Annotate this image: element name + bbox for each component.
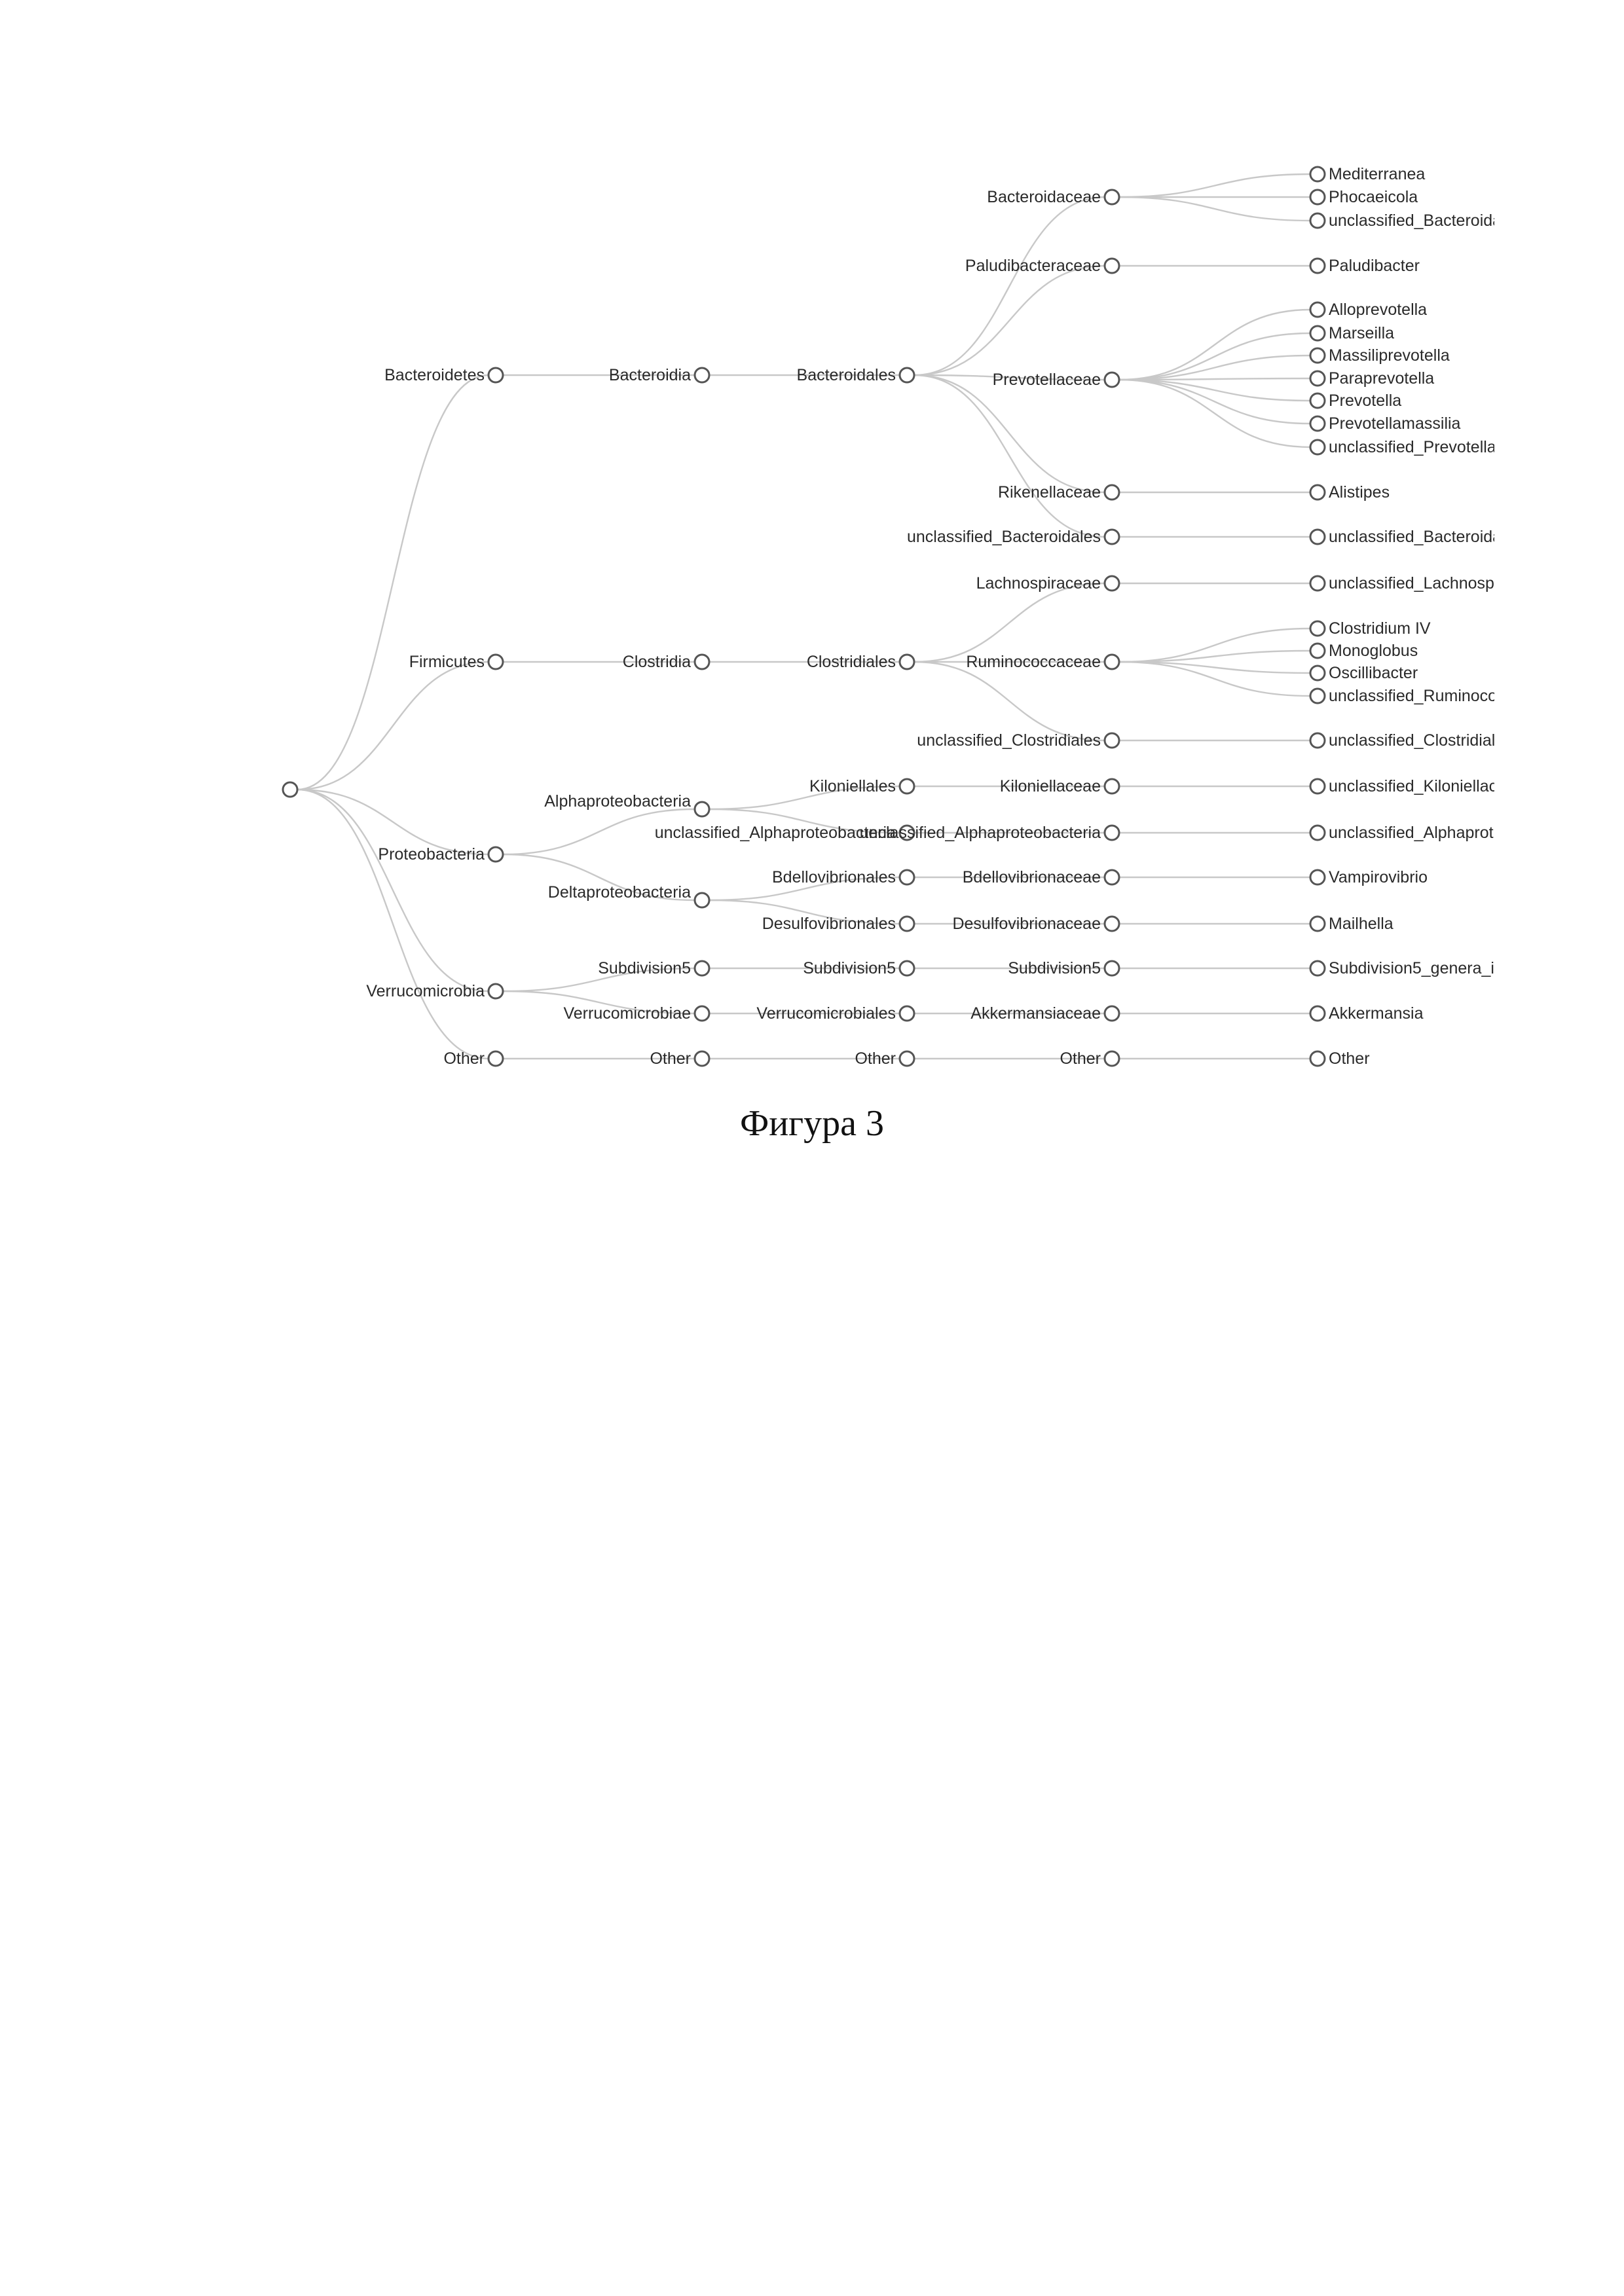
node-label-f_subdivision5: Subdivision5 (1008, 959, 1101, 977)
tree-node-g_unclassified_bacteroidaceae[interactable] (1310, 211, 1502, 230)
node-marker-c_deltaproteobacteria[interactable] (695, 893, 709, 907)
node-label-f_desulfovibrionaceae: Desulfovibrionaceae (952, 915, 1101, 933)
tree-link-f_lachnospiraceae (914, 583, 1105, 662)
tree-node-g_paludibacter[interactable] (1310, 257, 1420, 275)
tree-node-g_mailhella[interactable] (1310, 915, 1393, 933)
tree-link-p_other (297, 790, 489, 1059)
node-label-f_unclassified_alphaproteobacteria: unclassified_Alphaproteobacteria (860, 824, 1101, 842)
node-label-o_bacteroidales: Bacteroidales (797, 366, 896, 384)
node-marker-g_mediterranea[interactable] (1310, 167, 1325, 181)
node-marker-p_firmicutes[interactable] (489, 655, 503, 669)
node-marker-f_bacteroidaceae[interactable] (1105, 190, 1119, 204)
node-marker-p_proteobacteria[interactable] (489, 847, 503, 862)
node-marker-f_bdellovibrionaceae[interactable] (1105, 870, 1119, 884)
tree-node-p_firmicutes[interactable] (409, 653, 503, 671)
node-label-f_bdellovibrionaceae: Bdellovibrionaceae (963, 868, 1101, 886)
node-label-g_alloprevotella: Alloprevotella (1329, 301, 1427, 319)
node-marker-c_verrucomicrobiae[interactable] (695, 1006, 709, 1021)
tree-node-g_mediterranea[interactable] (1310, 165, 1425, 183)
node-label-g_prevotellamassilia: Prevotellamassilia (1329, 414, 1461, 433)
node-marker-g_akkermansia[interactable] (1310, 1006, 1325, 1021)
node-marker-g_unclassified_ruminococcaceae[interactable] (1310, 689, 1325, 703)
tree-link-f_paludibacteraceae (914, 266, 1105, 375)
node-marker-g_paludibacter[interactable] (1310, 259, 1325, 273)
tree-nodes (283, 165, 1502, 1068)
tree-node-g_unclassified_clostridiales[interactable] (1310, 731, 1495, 750)
tree-link-f_rikenellaceae (914, 375, 1105, 492)
node-label-g_prevotella: Prevotella (1329, 392, 1401, 410)
tree-node-p_proteobacteria[interactable] (378, 845, 503, 864)
node-marker-f_lachnospiraceae[interactable] (1105, 576, 1119, 591)
node-marker-f_unclassified_bacteroidales[interactable] (1105, 530, 1119, 544)
node-label-f_kiloniellaceae: Kiloniellaceae (1000, 777, 1101, 795)
node-label-o_verrucomicrobiales: Verrucomicrobiales (756, 1004, 896, 1023)
tree-link-p_firmicutes (297, 662, 489, 790)
tree-node-f_unclassified_clostridiales[interactable] (917, 731, 1119, 750)
node-label-p_bacteroidetes: Bacteroidetes (384, 366, 485, 384)
node-label-c_bacteroidia: Bacteroidia (609, 366, 691, 384)
tree-link-f_bacteroidaceae (914, 197, 1105, 375)
node-marker-f_desulfovibrionaceae[interactable] (1105, 917, 1119, 931)
node-marker-c_subdivision5[interactable] (695, 961, 709, 975)
node-label-g_massiliprevotella: Massiliprevotella (1329, 346, 1450, 365)
tree-node-g_unclassified_lachnospiraceae[interactable] (1310, 574, 1494, 592)
tree-node-p_other[interactable] (443, 1049, 503, 1068)
node-label-c_clostridia: Clostridia (623, 653, 691, 671)
node-marker-g_unclassified_bacteroidales[interactable] (1310, 530, 1325, 544)
tree-node-g_oscillibacter[interactable] (1310, 664, 1418, 682)
node-label-g_unclassified_bacteroidaceae: unclassified_Bacteroida (1329, 211, 1502, 230)
node-label-o_clostridiales: Clostridiales (807, 653, 896, 671)
node-marker-o_verrucomicrobiales[interactable] (900, 1006, 914, 1021)
tree-node-g_unclassified_prevotellaceae[interactable] (1310, 438, 1496, 456)
node-label-g_oscillibacter: Oscillibacter (1329, 664, 1418, 682)
node-label-o_other: Other (855, 1049, 896, 1068)
node-label-c_alphaproteobacteria: Alphaproteobacteria (544, 792, 691, 811)
figure-caption: Фигура 3 (0, 1102, 1624, 1144)
node-marker-f_subdivision5[interactable] (1105, 961, 1119, 975)
tree-link-g_mediterranea (1119, 174, 1310, 197)
node-marker-g_massiliprevotella[interactable] (1310, 348, 1325, 363)
node-label-g_unclassified_alphaproteobacteria: unclassified_Alphaprot (1329, 824, 1494, 842)
node-marker-g_vampirovibrio[interactable] (1310, 870, 1325, 884)
node-marker-g_monoglobus[interactable] (1310, 644, 1325, 658)
node-marker-f_paludibacteraceae[interactable] (1105, 259, 1119, 273)
node-label-g_unclassified_ruminococcaceae: unclassified_Ruminoco (1329, 687, 1497, 705)
tree-node-g_unclassified_alphaproteobacteria[interactable] (1310, 824, 1494, 842)
node-marker-f_akkermansiaceae[interactable] (1105, 1006, 1119, 1021)
node-marker-g_subdivision5_genera[interactable] (1310, 961, 1325, 975)
node-marker-g_oscillibacter[interactable] (1310, 666, 1325, 680)
tree-node-f_prevotellaceae[interactable] (993, 371, 1119, 389)
node-label-g_subdivision5_genera: Subdivision5_genera_i (1329, 959, 1494, 977)
node-label-g_unclassified_lachnospiraceae: unclassified_Lachnosp (1329, 574, 1494, 592)
tree-link-g_massiliprevotella (1119, 355, 1310, 380)
tree-node-c_deltaproteobacteria[interactable] (548, 883, 709, 907)
tree-node-f_bdellovibrionaceae[interactable] (963, 868, 1119, 886)
tree-node-g_paraprevotella[interactable] (1310, 369, 1434, 388)
node-marker-o_kiloniellales[interactable] (900, 779, 914, 793)
node-marker-g_marseilla[interactable] (1310, 326, 1325, 340)
node-marker-g_mailhella[interactable] (1310, 917, 1325, 931)
node-label-g_akkermansia: Akkermansia (1329, 1004, 1424, 1023)
tree-node-f_unclassified_bacteroidales[interactable] (907, 528, 1119, 546)
node-marker-g_phocaeicola[interactable] (1310, 190, 1325, 204)
node-marker-o_clostridiales[interactable] (900, 655, 914, 669)
node-marker-f_ruminococcaceae[interactable] (1105, 655, 1119, 669)
node-label-p_firmicutes: Firmicutes (409, 653, 485, 671)
node-label-f_unclassified_bacteroidales: unclassified_Bacteroidales (907, 528, 1101, 546)
node-marker-g_unclassified_lachnospiraceae[interactable] (1310, 576, 1325, 591)
tree-node-g_massiliprevotella[interactable] (1310, 346, 1450, 365)
taxonomy-tree-diagram (0, 0, 1624, 1178)
node-label-p_other: Other (443, 1049, 485, 1068)
tree-link-g_unclassified_bacteroidaceae (1119, 197, 1310, 221)
tree-node-g_prevotella[interactable] (1310, 392, 1401, 410)
node-marker-g_prevotella[interactable] (1310, 393, 1325, 408)
node-label-g_unclassified_prevotellaceae: unclassified_Prevotella (1329, 438, 1496, 456)
node-label-o_subdivision5: Subdivision5 (803, 959, 896, 977)
tree-link-p_bacteroidetes (297, 375, 489, 790)
node-marker-f_prevotellaceae[interactable] (1105, 373, 1119, 387)
tree-link-p_verrucomicrobia (297, 790, 489, 991)
node-label-g_marseilla: Marseilla (1329, 324, 1394, 342)
node-marker-c_other[interactable] (695, 1051, 709, 1066)
node-label-c_subdivision5: Subdivision5 (598, 959, 691, 977)
tree-node-g_prevotellamassilia[interactable] (1310, 414, 1461, 433)
node-label-o_bdellovibrionales: Bdellovibrionales (772, 868, 896, 886)
tree-node-o_desulfovibrionales[interactable] (762, 915, 914, 933)
node-marker-g_unclassified_clostridiales[interactable] (1310, 733, 1325, 748)
node-label-o_kiloniellales: Kiloniellales (809, 777, 896, 795)
tree-node-g_clostridium_iv[interactable] (1310, 619, 1431, 638)
node-label-g_clostridium_iv: Clostridium IV (1329, 619, 1431, 638)
tree-node-o_other[interactable] (855, 1049, 914, 1068)
tree-node-c_alphaproteobacteria[interactable] (544, 792, 709, 816)
node-label-f_lachnospiraceae: Lachnospiraceae (976, 574, 1101, 592)
node-marker-root[interactable] (283, 782, 297, 797)
node-marker-g_other[interactable] (1310, 1051, 1325, 1066)
tree-link-f_unclassified_clostridiales (914, 662, 1105, 740)
tree-node-f_paludibacteraceae[interactable] (965, 257, 1119, 275)
tree-node-c_verrucomicrobiae[interactable] (563, 1004, 709, 1023)
node-label-g_paraprevotella: Paraprevotella (1329, 369, 1434, 388)
node-marker-g_unclassified_prevotellaceae[interactable] (1310, 440, 1325, 454)
node-marker-p_other[interactable] (489, 1051, 503, 1066)
tree-node-o_verrucomicrobiales[interactable] (756, 1004, 914, 1023)
node-label-g_unclassified_kiloniellaceae: unclassified_Kiloniellac (1329, 777, 1497, 795)
tree-node-g_unclassified_ruminococcaceae[interactable] (1310, 687, 1497, 705)
node-label-o_unclassified_alphaproteobacteria: unclassified_Alphaproteobacteria (655, 824, 896, 842)
tree-link-g_prevotellamassilia (1119, 380, 1310, 424)
node-marker-c_alphaproteobacteria[interactable] (695, 802, 709, 816)
node-label-f_prevotellaceae: Prevotellaceae (993, 371, 1101, 389)
node-label-g_unclassified_bacteroidales: unclassified_Bacteroida (1329, 528, 1502, 546)
node-marker-g_clostridium_iv[interactable] (1310, 621, 1325, 636)
tree-node-g_vampirovibrio[interactable] (1310, 868, 1428, 886)
node-marker-f_rikenellaceae[interactable] (1105, 485, 1119, 500)
node-label-f_other: Other (1060, 1049, 1101, 1068)
node-marker-f_other[interactable] (1105, 1051, 1119, 1066)
node-label-p_verrucomicrobia: Verrucomicrobia (366, 982, 485, 1000)
node-marker-o_subdivision5[interactable] (900, 961, 914, 975)
node-label-g_alistipes: Alistipes (1329, 483, 1390, 501)
node-label-f_unclassified_clostridiales: unclassified_Clostridiales (917, 731, 1101, 750)
node-marker-f_unclassified_clostridiales[interactable] (1105, 733, 1119, 748)
node-label-c_other: Other (650, 1049, 691, 1068)
tree-node-f_lachnospiraceae[interactable] (976, 574, 1119, 592)
tree-node-f_ruminococcaceae[interactable] (966, 653, 1119, 671)
node-label-p_proteobacteria: Proteobacteria (378, 845, 485, 864)
tree-node-f_unclassified_alphaproteobacteria[interactable] (860, 824, 1119, 842)
node-label-g_vampirovibrio: Vampirovibrio (1329, 868, 1428, 886)
tree-link-g_alloprevotella (1119, 310, 1310, 380)
node-marker-g_alloprevotella[interactable] (1310, 302, 1325, 317)
tree-node-f_akkermansiaceae[interactable] (970, 1004, 1119, 1023)
node-label-f_bacteroidaceae: Bacteroidaceae (987, 188, 1101, 206)
node-marker-o_desulfovibrionales[interactable] (900, 917, 914, 931)
tree-node-c_other[interactable] (650, 1049, 709, 1068)
tree-node-f_bacteroidaceae[interactable] (987, 188, 1119, 206)
tree-node-g_unclassified_kiloniellaceae[interactable] (1310, 777, 1497, 795)
tree-node-f_desulfovibrionaceae[interactable] (952, 915, 1119, 933)
tree-node-g_phocaeicola[interactable] (1310, 188, 1418, 206)
node-marker-o_other[interactable] (900, 1051, 914, 1066)
node-label-g_paludibacter: Paludibacter (1329, 257, 1420, 275)
node-label-c_verrucomicrobiae: Verrucomicrobiae (563, 1004, 691, 1023)
tree-node-p_verrucomicrobia[interactable] (366, 982, 503, 1000)
tree-node-o_bdellovibrionales[interactable] (772, 868, 914, 886)
node-label-f_akkermansiaceae: Akkermansiaceae (970, 1004, 1101, 1023)
node-label-c_deltaproteobacteria: Deltaproteobacteria (548, 883, 691, 902)
node-label-g_monoglobus: Monoglobus (1329, 642, 1418, 660)
tree-node-g_subdivision5_genera[interactable] (1310, 959, 1494, 977)
tree-node-f_other[interactable] (1060, 1049, 1119, 1068)
tree-node-g_akkermansia[interactable] (1310, 1004, 1424, 1023)
node-label-o_desulfovibrionales: Desulfovibrionales (762, 915, 896, 933)
node-label-g_mediterranea: Mediterranea (1329, 165, 1425, 183)
node-marker-g_unclassified_bacteroidaceae[interactable] (1310, 213, 1325, 228)
node-label-f_rikenellaceae: Rikenellaceae (998, 483, 1101, 501)
tree-link-f_unclassified_bacteroidales (914, 375, 1105, 537)
node-marker-f_kiloniellaceae[interactable] (1105, 779, 1119, 793)
tree-node-g_other[interactable] (1310, 1049, 1370, 1068)
node-label-g_phocaeicola: Phocaeicola (1329, 188, 1418, 206)
node-marker-c_bacteroidia[interactable] (695, 368, 709, 382)
tree-node-g_monoglobus[interactable] (1310, 642, 1418, 660)
tree-node-c_clostridia[interactable] (623, 653, 709, 671)
tree-node-c_bacteroidia[interactable] (609, 366, 709, 384)
node-marker-f_unclassified_alphaproteobacteria[interactable] (1105, 826, 1119, 840)
node-marker-g_paraprevotella[interactable] (1310, 371, 1325, 386)
node-marker-o_bacteroidales[interactable] (900, 368, 914, 382)
node-marker-g_unclassified_alphaproteobacteria[interactable] (1310, 826, 1325, 840)
node-marker-p_verrucomicrobia[interactable] (489, 984, 503, 998)
node-label-f_ruminococcaceae: Ruminococcaceae (966, 653, 1101, 671)
node-label-g_other: Other (1329, 1049, 1370, 1068)
node-marker-c_clostridia[interactable] (695, 655, 709, 669)
tree-node-g_alloprevotella[interactable] (1310, 301, 1427, 319)
tree-node-g_unclassified_bacteroidales[interactable] (1310, 528, 1502, 546)
node-marker-g_prevotellamassilia[interactable] (1310, 416, 1325, 431)
node-marker-o_bdellovibrionales[interactable] (900, 870, 914, 884)
node-label-g_mailhella: Mailhella (1329, 915, 1393, 933)
tree-node-root[interactable] (283, 782, 297, 797)
node-marker-g_alistipes[interactable] (1310, 485, 1325, 500)
tree-node-g_alistipes[interactable] (1310, 483, 1390, 501)
node-marker-g_unclassified_kiloniellaceae[interactable] (1310, 779, 1325, 793)
node-marker-p_bacteroidetes[interactable] (489, 368, 503, 382)
node-label-g_unclassified_clostridiales: unclassified_Clostridial (1329, 731, 1495, 750)
node-label-f_paludibacteraceae: Paludibacteraceae (965, 257, 1101, 275)
tree-node-g_marseilla[interactable] (1310, 324, 1394, 342)
